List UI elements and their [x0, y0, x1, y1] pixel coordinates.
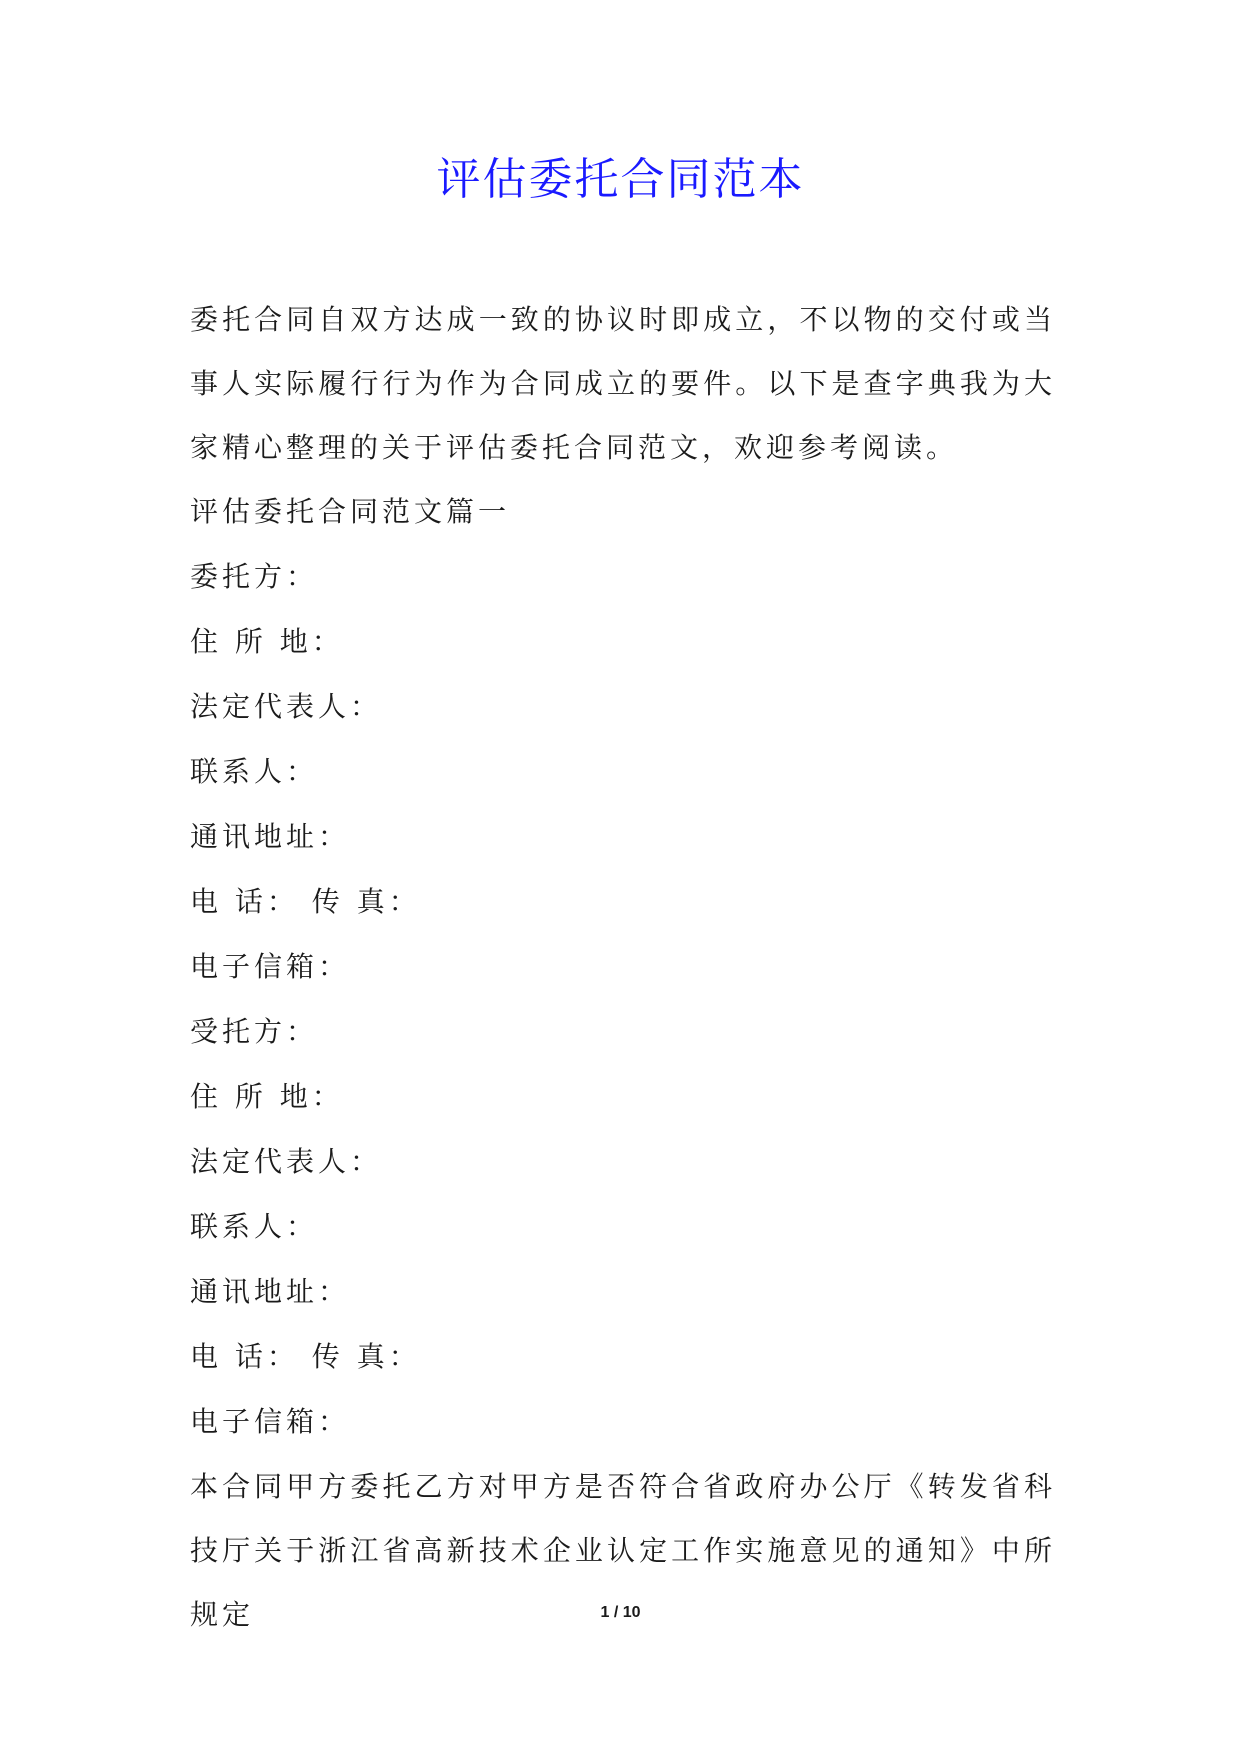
trustee-contact-field: 联系人：	[190, 1210, 319, 1243]
client-party-field: 委托方：	[190, 560, 319, 593]
client-email-field: 电子信箱：	[190, 950, 351, 983]
trustee-email-field: 电子信箱：	[190, 1405, 351, 1438]
trustee-phone-fax-field: 电 话： 传 真：	[190, 1340, 421, 1373]
body-paragraph: 本合同甲方委托乙方对甲方是否符合省政府办公厅《转发省科技厅关于浙江省高新技术企业认定工作实施意见的通知》中所规定	[190, 1470, 1056, 1631]
client-legal-rep-field: 法定代表人：	[190, 690, 383, 723]
intro-paragraph: 委托合同自双方达成一致的协议时即成立，不以物的交付或当事人实际履行行为作为合同成立的要件。以下是查字典我为大家精心整理的关于评估委托合同范文，欢迎参考阅读。	[190, 303, 1056, 464]
client-contact-field: 联系人：	[190, 755, 319, 788]
trustee-party-field: 受托方：	[190, 1015, 319, 1048]
document-title: 评估委托合同范本	[436, 154, 805, 205]
client-address-field: 住 所 地：	[190, 625, 344, 658]
trustee-legal-rep-field: 法定代表人：	[190, 1145, 383, 1178]
document-body	[190, 288, 1056, 1647]
client-mail-address-field: 通讯地址：	[190, 820, 351, 853]
client-phone-fax-field: 电 话： 传 真：	[190, 885, 421, 918]
trustee-mail-address-field: 通讯地址：	[190, 1275, 351, 1308]
section-heading: 评估委托合同范文篇一	[190, 495, 511, 528]
page-number: 1 / 10	[600, 1604, 641, 1621]
trustee-address-field: 住 所 地：	[190, 1080, 344, 1113]
